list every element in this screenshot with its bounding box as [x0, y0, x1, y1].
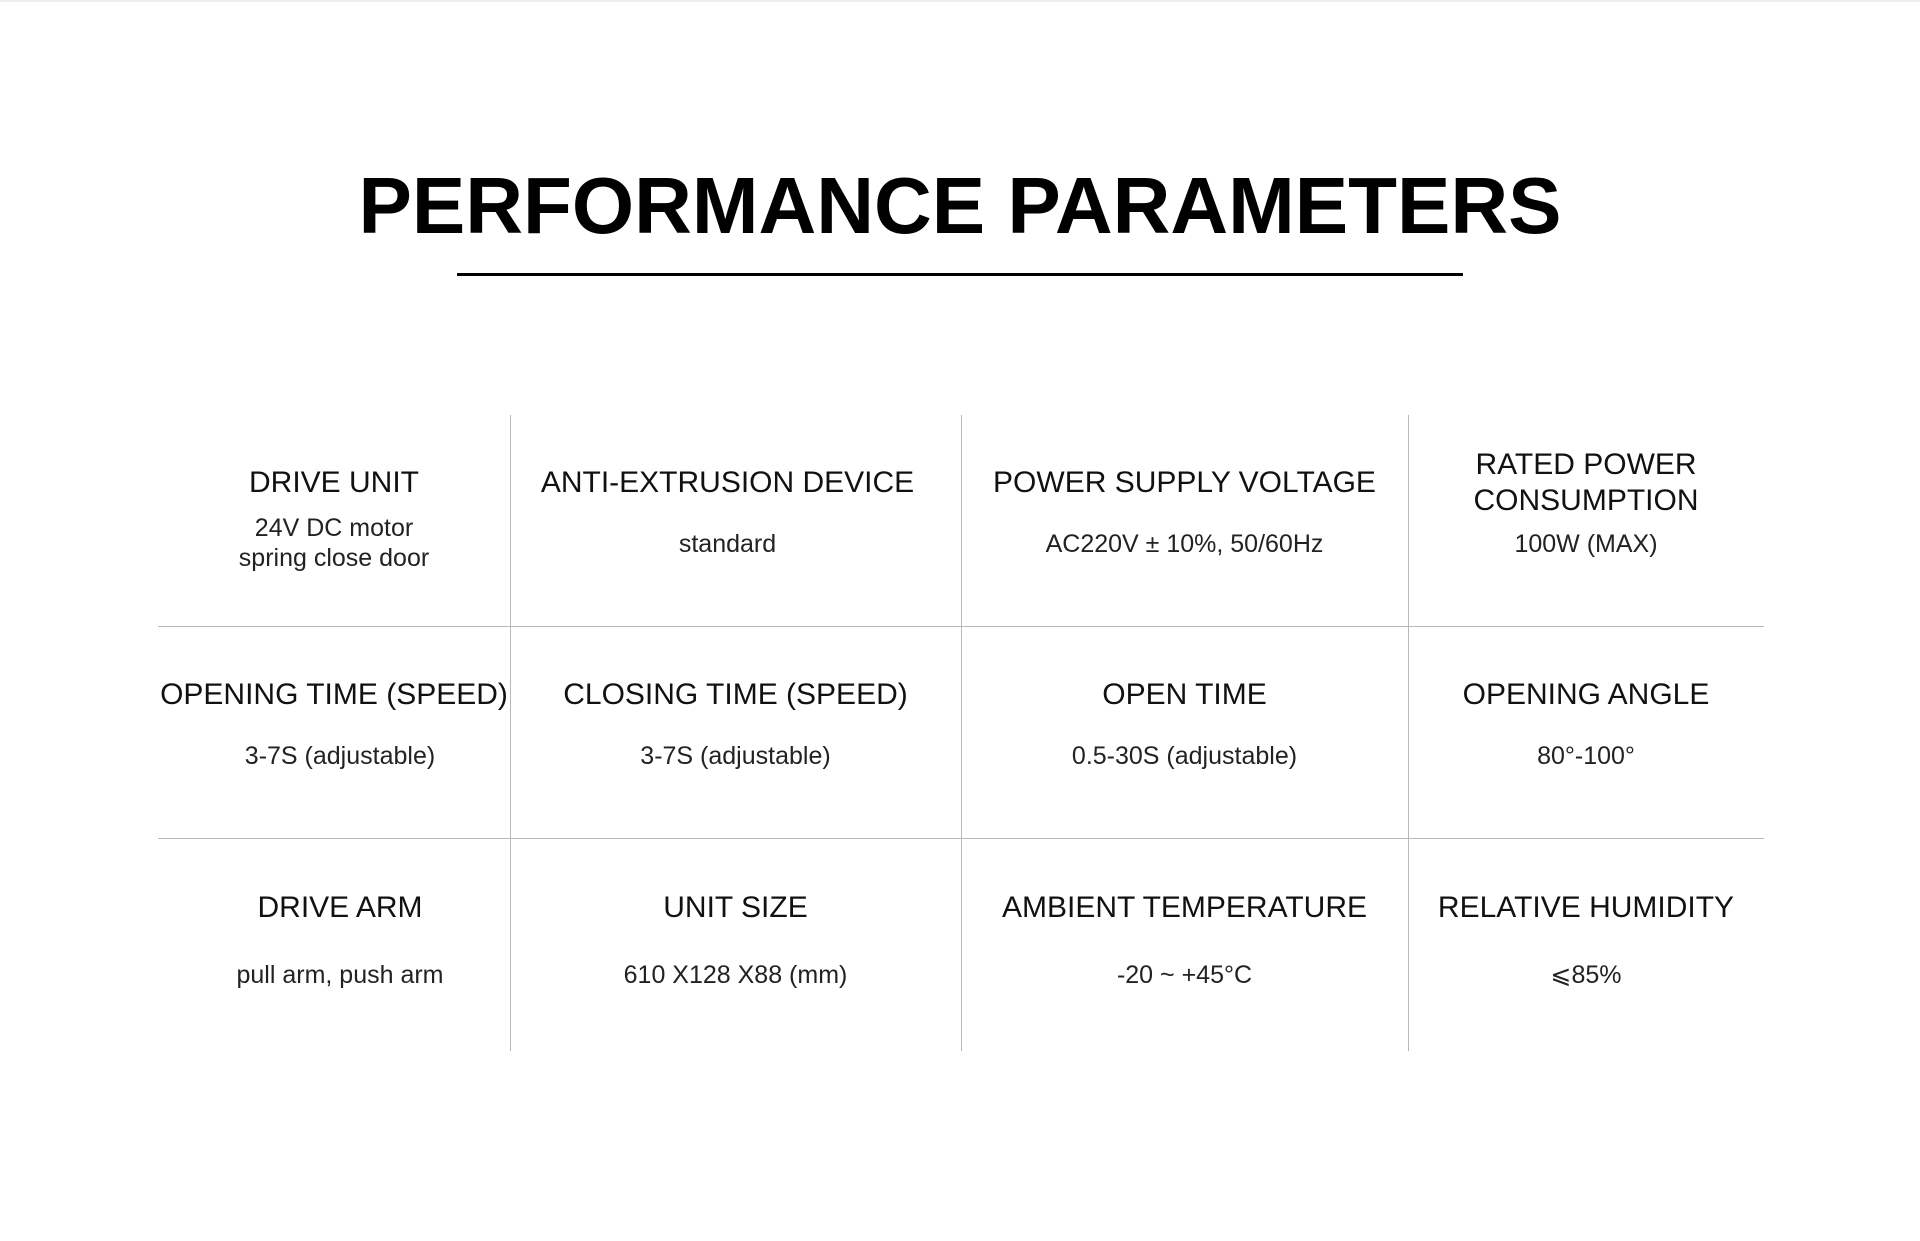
table-cell-opening-angle	[1408, 677, 1764, 771]
param-value: ⩽85%	[1550, 961, 1622, 989]
param-label: OPEN TIME	[1102, 678, 1267, 711]
param-value: 3-7S (adjustable)	[640, 742, 831, 770]
page-title: PERFORMANCE PARAMETERS	[358, 161, 1562, 250]
row-divider	[158, 626, 1764, 627]
table-cell-rated-power	[1408, 447, 1764, 559]
table-cell-power-supply	[961, 465, 1408, 559]
param-label: UNIT SIZE	[663, 891, 808, 924]
param-label: DRIVE ARM	[257, 891, 423, 924]
table-cell-open-time	[961, 677, 1408, 771]
table-cell-unit-size	[510, 890, 961, 990]
title-underline	[457, 273, 1463, 276]
table-cell-opening-time	[158, 677, 510, 771]
param-label: RATED POWER CONSUMPTION	[1473, 448, 1699, 517]
param-value: -20 ~ +45°C	[1116, 961, 1253, 989]
param-value: 610 X128 X88 (mm)	[623, 961, 848, 989]
param-value: pull arm, push arm	[236, 961, 444, 989]
param-label: AMBIENT TEMPERATURE	[1001, 891, 1368, 924]
table-cell-drive-arm	[158, 890, 510, 990]
param-label: OPENING ANGLE	[1462, 678, 1710, 711]
param-label: OPENING TIME (SPEED)	[160, 678, 508, 711]
param-value: 0.5-30S (adjustable)	[1071, 742, 1298, 770]
table-cell-closing-time	[510, 677, 961, 771]
param-value: standard	[678, 530, 777, 558]
table-cell-drive-unit	[158, 465, 510, 573]
param-value: 24V DC motor spring close door	[238, 514, 430, 572]
param-label: POWER SUPPLY VOLTAGE	[993, 466, 1376, 499]
param-label: RELATIVE HUMIDITY	[1437, 891, 1735, 924]
table-cell-anti-extrusion	[510, 465, 945, 559]
param-value: AC220V ± 10%, 50/60Hz	[1045, 530, 1324, 558]
table-cell-relative-humidity	[1408, 890, 1764, 990]
param-label: DRIVE UNIT	[248, 466, 419, 499]
row-divider	[158, 838, 1764, 839]
param-label: CLOSING TIME (SPEED)	[563, 678, 908, 711]
param-value: 3-7S (adjustable)	[244, 742, 436, 770]
param-value: 100W (MAX)	[1514, 530, 1658, 558]
table-cell-ambient-temperature	[961, 890, 1408, 990]
parameters-table	[158, 415, 1764, 1051]
top-border	[0, 0, 1920, 2]
param-label: ANTI-EXTRUSION DEVICE	[540, 466, 915, 499]
param-value: 80°-100°	[1537, 742, 1635, 770]
